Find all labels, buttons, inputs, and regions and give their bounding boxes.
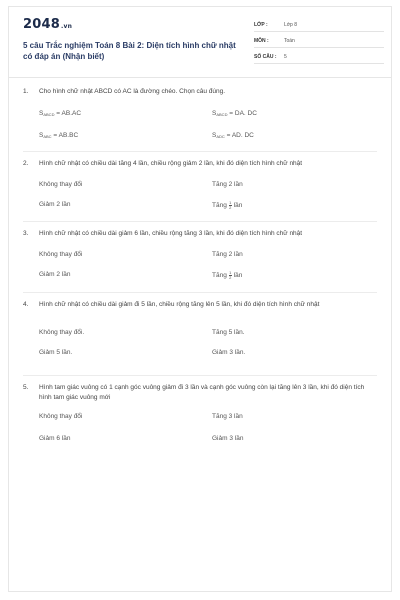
meta-label: MÔN : xyxy=(254,37,269,44)
fraction-numerator: 1 xyxy=(229,200,232,205)
logo-tld: .vn xyxy=(60,23,73,30)
option-text: Tăng 3 lần xyxy=(212,413,243,420)
question-body: Hình chữ nhật có chiều dài tăng 4 lần, chiều rộng giảm 2 lần, khi đó diện tích hình chữ nhật xyxy=(39,160,303,167)
worksheet-meta xyxy=(254,18,384,66)
question-text xyxy=(23,87,373,97)
answer-option[interactable] xyxy=(212,201,242,210)
question-divider xyxy=(23,375,377,376)
option-text: Không thay đổi xyxy=(39,413,83,420)
question-body: Hình chữ nhật có chiều dài giảm đi 5 lần, chiều rộng tăng lên 5 lần, khi đó diện tích hình chữ nhật xyxy=(39,301,320,308)
option-text: = AB.AC xyxy=(54,110,82,117)
question-number: 2. xyxy=(23,160,29,167)
option-text: Tăng xyxy=(212,272,227,280)
logo-main: 2048 xyxy=(23,17,60,32)
option-text: Tăng 5 lần. xyxy=(212,329,245,336)
answer-option[interactable] xyxy=(39,201,70,209)
meta-label: LỚP : xyxy=(254,21,268,28)
answer-option[interactable] xyxy=(39,251,82,259)
meta-row-count xyxy=(254,50,384,64)
answer-option[interactable] xyxy=(39,110,81,119)
fraction-denominator: 2 xyxy=(229,275,232,280)
answer-option[interactable] xyxy=(212,110,257,119)
question-text xyxy=(23,159,373,169)
option-text: Tăng 2 lần xyxy=(212,181,243,188)
answer-option[interactable] xyxy=(39,349,72,357)
question-number: 1. xyxy=(23,88,29,95)
option-text: Không thay đổi xyxy=(39,181,83,188)
answer-option[interactable] xyxy=(212,181,243,189)
option-text: Tăng 2 lần xyxy=(212,251,243,258)
option-text: Giảm 3 lần. xyxy=(212,349,246,356)
question-body: Cho hình chữ nhật ABCD có AC là đường chéo. Chọn câu đúng. xyxy=(39,88,226,95)
option-text: Giảm 5 lần. xyxy=(39,349,73,356)
answer-option[interactable] xyxy=(212,349,245,357)
meta-value: Lớp 8 xyxy=(284,21,298,28)
meta-label: SỐ CÂU : xyxy=(254,53,277,60)
worksheet-page xyxy=(8,6,392,592)
fraction xyxy=(229,271,232,280)
question-text xyxy=(23,383,373,403)
option-suffix: lần xyxy=(233,272,243,280)
answer-option[interactable] xyxy=(39,181,82,189)
answer-option[interactable] xyxy=(212,435,243,443)
area-subscript: ABCD xyxy=(216,112,228,117)
worksheet-header xyxy=(9,7,391,71)
question-divider xyxy=(23,221,377,222)
option-text: Giảm 6 lần xyxy=(39,435,71,442)
question-body: Hình chữ nhật có chiều dài giảm 6 lần, chiều rộng tăng 3 lần, khi đó diện tích hình chữ nhật xyxy=(39,230,303,237)
question-body: Hình tam giác vuông có 1 cạnh góc vuông giảm đi 3 lần và cạnh góc vuông còn lại tăng lên 3 lần, khi đó diện tích hình tam giác vuông mới xyxy=(39,384,365,401)
option-text: = AB.BC xyxy=(51,132,79,139)
answer-option[interactable] xyxy=(39,329,84,337)
question-divider xyxy=(23,292,377,293)
area-subscript: ADC xyxy=(216,134,225,139)
question-text xyxy=(23,229,373,239)
answer-option[interactable] xyxy=(39,271,70,279)
option-text: = DA. DC xyxy=(227,110,257,117)
site-logo[interactable] xyxy=(23,17,72,32)
question-text xyxy=(23,300,373,310)
answer-option[interactable] xyxy=(212,132,254,141)
option-text: Không thay đổi xyxy=(39,251,83,258)
area-symbol: S xyxy=(39,110,44,117)
question-number: 3. xyxy=(23,230,29,237)
area-symbol: S xyxy=(212,132,217,139)
meta-row-class xyxy=(254,18,384,32)
meta-row-subject xyxy=(254,34,384,48)
area-symbol: S xyxy=(212,110,217,117)
option-text: Tăng xyxy=(212,202,227,210)
answer-option[interactable] xyxy=(212,251,243,259)
answer-option[interactable] xyxy=(39,132,78,141)
option-text: Giảm 2 lần xyxy=(39,201,71,208)
option-suffix: lần xyxy=(233,202,243,210)
worksheet-title: 5 câu Trắc nghiệm Toán 8 Bài 2: Diện tích hình chữ nhật có đáp án (Nhận biết) xyxy=(23,41,236,61)
fraction-numerator: 1 xyxy=(229,270,232,275)
answer-option[interactable] xyxy=(212,329,245,337)
meta-value: 5 xyxy=(284,53,287,60)
option-text: Giảm 3 lần xyxy=(212,435,244,442)
question-divider xyxy=(23,151,377,152)
answer-option[interactable] xyxy=(212,413,243,421)
meta-value: Toán xyxy=(284,37,295,44)
area-subscript: ABCD xyxy=(43,112,55,117)
question-number: 4. xyxy=(23,301,29,308)
fraction xyxy=(229,201,232,210)
fraction-denominator: 2 xyxy=(229,205,232,210)
header-divider xyxy=(9,77,391,78)
option-text: Giảm 2 lần xyxy=(39,271,71,278)
option-text: = AD. DC xyxy=(224,132,254,139)
area-symbol: S xyxy=(39,132,44,139)
answer-option[interactable] xyxy=(212,271,242,280)
option-text: Không thay đổi. xyxy=(39,329,85,336)
answer-option[interactable] xyxy=(39,413,82,421)
area-subscript: ABC xyxy=(43,134,52,139)
answer-option[interactable] xyxy=(39,435,70,443)
question-number: 5. xyxy=(23,384,29,391)
